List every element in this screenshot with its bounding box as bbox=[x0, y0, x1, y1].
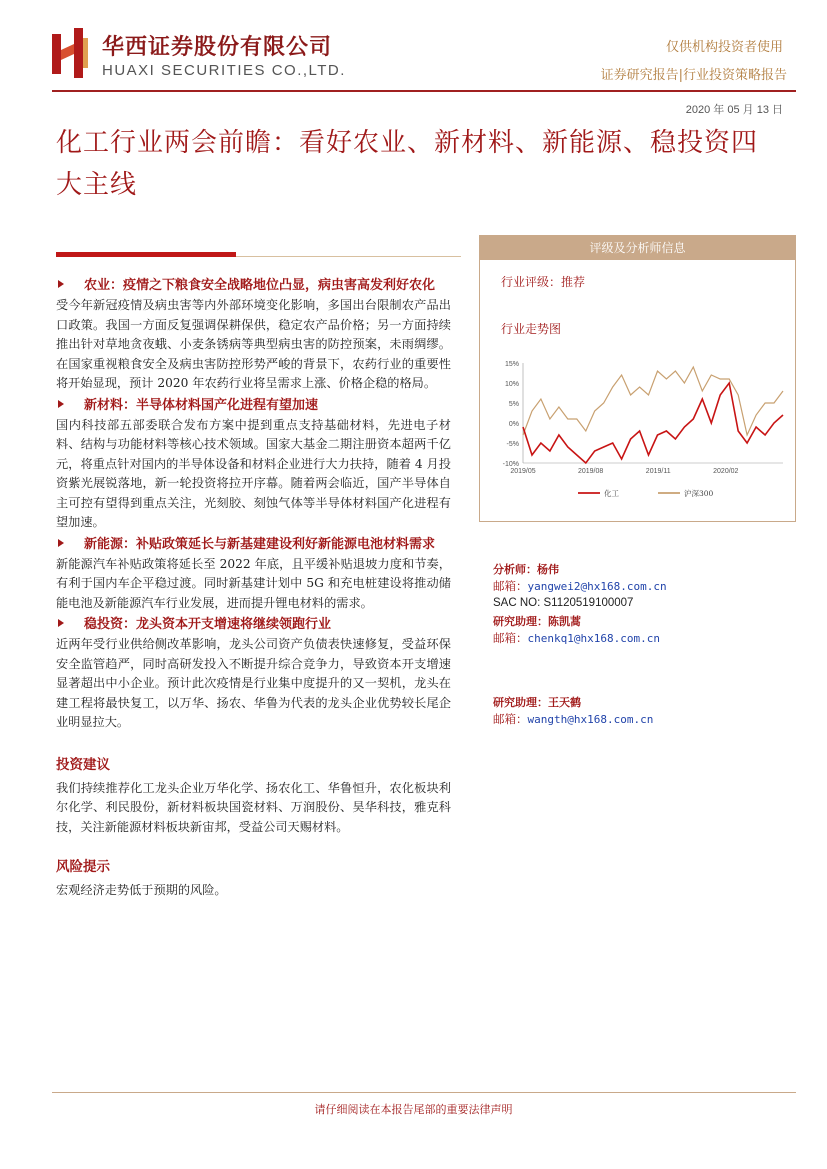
analyst-1 bbox=[493, 561, 667, 612]
email-label: 邮箱： bbox=[493, 631, 528, 645]
industry-trend-chart bbox=[493, 355, 793, 505]
analyst-email[interactable]: yangwei2@hx168.com.cn bbox=[527, 580, 667, 593]
x-tick-label: 2019/11 bbox=[645, 468, 671, 475]
section-body: 受今年新冠疫情及病虫害等内外部环境变化影响，多国出台限制农产品出口政策。我国一方面反复强调保耕保供，稳定农产品价格；另一方面持续推出针对草地贪夜蛾、小麦条锈病等典型病虫害的防控预案，未雨绸缪。在国家重视粮食安全及病虫害防控形势严峻的背景下，农药行业的重要性将开始显现，预计 2020 年农药行业将呈需求上涨、价格企稳的格局。 bbox=[56, 298, 451, 390]
section-stable-investment bbox=[56, 615, 451, 733]
section-body: 国内科技部五部委联合发布方案中提到重点支持基础材料，先进电子材料、结构与功能材料等核心技术领域。国家大基金二期注册资本超两千亿元，将重点针对国内的半导体设备和材料企业进行大力扶持，随着 4 月投资紫光展锐落地，新一轮投资将拉开序幕。随着两会临近，国产半导体自主可控有望得到重点关注，光刻胶、刻蚀气体等半导体材料国产化进程有望加速。 bbox=[56, 417, 451, 529]
analyst-role: 研究助理： bbox=[493, 615, 548, 628]
x-tick-label: 2019/08 bbox=[577, 468, 604, 475]
analyst-name: 杨伟 bbox=[537, 563, 559, 576]
legal-notice: 请仔细阅读在本报告尾部的重要法律声明 bbox=[314, 1103, 513, 1116]
analyst-3 bbox=[493, 694, 653, 728]
section-heading: 半导体材料国产化进程有望加速 bbox=[136, 397, 319, 413]
panel-header: 评级及分析师信息 bbox=[480, 236, 795, 260]
legend-label: 沪深300 bbox=[684, 489, 714, 498]
analyst-name: 王天鹤 bbox=[548, 696, 581, 709]
company-name-cn: 华西证券股份有限公司 bbox=[102, 35, 333, 60]
section-key: 稳投资： bbox=[84, 617, 137, 632]
section-agriculture bbox=[56, 276, 451, 394]
bullet-triangle-icon bbox=[58, 400, 64, 408]
y-tick-label: 5% bbox=[508, 401, 519, 408]
investment-advice-heading: 投资建议 bbox=[56, 756, 110, 773]
report-title: 化工行业两会前瞻：看好农业、新材料、新能源、稳投资四大主线 bbox=[56, 128, 759, 200]
section-body: 近两年受行业供给侧改革影响，龙头公司资产负债表快速修复，受益环保安全监管趋严，同时高研发投入不断提升综合竞争力，导致资本开支增速显著超出中小企业。预计此次疫情是行业集中度提升的又一契机，龙头在建工程将最快复工，以万华、扬农、华鲁为代表的龙头企业优势较长尾企业明显拉大。 bbox=[56, 637, 451, 729]
risk-body: 宏观经济走势低于预期的风险。 bbox=[56, 883, 227, 897]
section-key: 农业： bbox=[84, 278, 124, 293]
email-label: 邮箱： bbox=[493, 712, 528, 726]
x-tick-label: 2019/05 bbox=[510, 468, 536, 475]
analyst-2 bbox=[493, 613, 660, 647]
y-tick-label: -5% bbox=[506, 441, 519, 448]
industry-rating: 行业评级：推荐 bbox=[501, 275, 586, 289]
trend-chart-label: 行业走势图 bbox=[501, 322, 562, 336]
accent-divider bbox=[236, 256, 461, 257]
analyst-email[interactable]: chenkq1@hx168.com.cn bbox=[527, 632, 660, 645]
investment-advice bbox=[56, 755, 451, 838]
header-divider bbox=[52, 90, 796, 92]
investment-advice-body: 我们持续推荐化工龙头企业万华化学、扬农化工、华鲁恒升，农化板块利尔化学、利民股份，新材料板块国瓷材料、万润股份、昊华科技，雅克科技，关注新能源材料板块新宙邦，受益公司天赐材料。 bbox=[56, 780, 451, 834]
series-line bbox=[523, 367, 783, 435]
x-tick-label: 2020/02 bbox=[713, 468, 739, 475]
company-name-en: HUAXI SECURITIES CO.,LTD. bbox=[102, 62, 346, 79]
bullet-triangle-icon bbox=[58, 539, 64, 547]
report-date: 2020 年 05 月 13 日 bbox=[685, 104, 783, 116]
legend-label: 化工 bbox=[604, 489, 619, 498]
huaxi-logo-icon bbox=[52, 28, 92, 78]
section-body: 新能源汽车补贴政策将延长至 2022 年底，且平缓补贴退坡力度和节奏，有利于国内车企平稳过渡。同时新基建计划中 5G 和充电桩建设将推动储能电池及新能源汽车行业发展，进而提升锂电材料的需求。 bbox=[56, 556, 451, 610]
section-heading: 补贴政策延长与新基建建设利好新能源电池材料需求 bbox=[136, 536, 436, 552]
bullet-triangle-icon bbox=[58, 619, 64, 627]
main-content bbox=[56, 276, 451, 903]
accent-bar bbox=[56, 252, 236, 257]
analyst-role: 研究助理： bbox=[493, 696, 548, 709]
section-key: 新材料： bbox=[84, 397, 137, 413]
section-heading: 疫情之下粮食安全战略地位凸显，病虫害高发利好农化 bbox=[123, 278, 436, 293]
section-key: 新能源： bbox=[84, 536, 137, 552]
risk-heading: 风险提示 bbox=[56, 859, 110, 875]
analyst-email[interactable]: wangth@hx168.com.cn bbox=[527, 713, 654, 726]
section-heading: 龙头资本开支增速将继续领跑行业 bbox=[136, 617, 332, 632]
risk-warning bbox=[56, 857, 451, 901]
email-label: 邮箱： bbox=[493, 579, 528, 593]
section-new-materials bbox=[56, 396, 451, 533]
footer-divider bbox=[52, 1092, 796, 1093]
y-tick-label: 0% bbox=[508, 421, 519, 428]
y-tick-label: -10% bbox=[502, 461, 519, 468]
y-tick-label: 15% bbox=[504, 361, 519, 368]
analyst-role: 分析师： bbox=[493, 563, 537, 576]
sac-number: SAC NO: S1120519100007 bbox=[493, 597, 634, 609]
report-type: 证券研究报告|行业投资策略报告 bbox=[600, 68, 787, 83]
y-tick-label: 10% bbox=[504, 381, 519, 388]
analyst-name: 陈凯蒿 bbox=[548, 615, 581, 628]
section-new-energy bbox=[56, 535, 451, 614]
institutional-note: 仅供机构投资者使用 bbox=[665, 40, 783, 55]
bullet-triangle-icon bbox=[58, 280, 64, 288]
